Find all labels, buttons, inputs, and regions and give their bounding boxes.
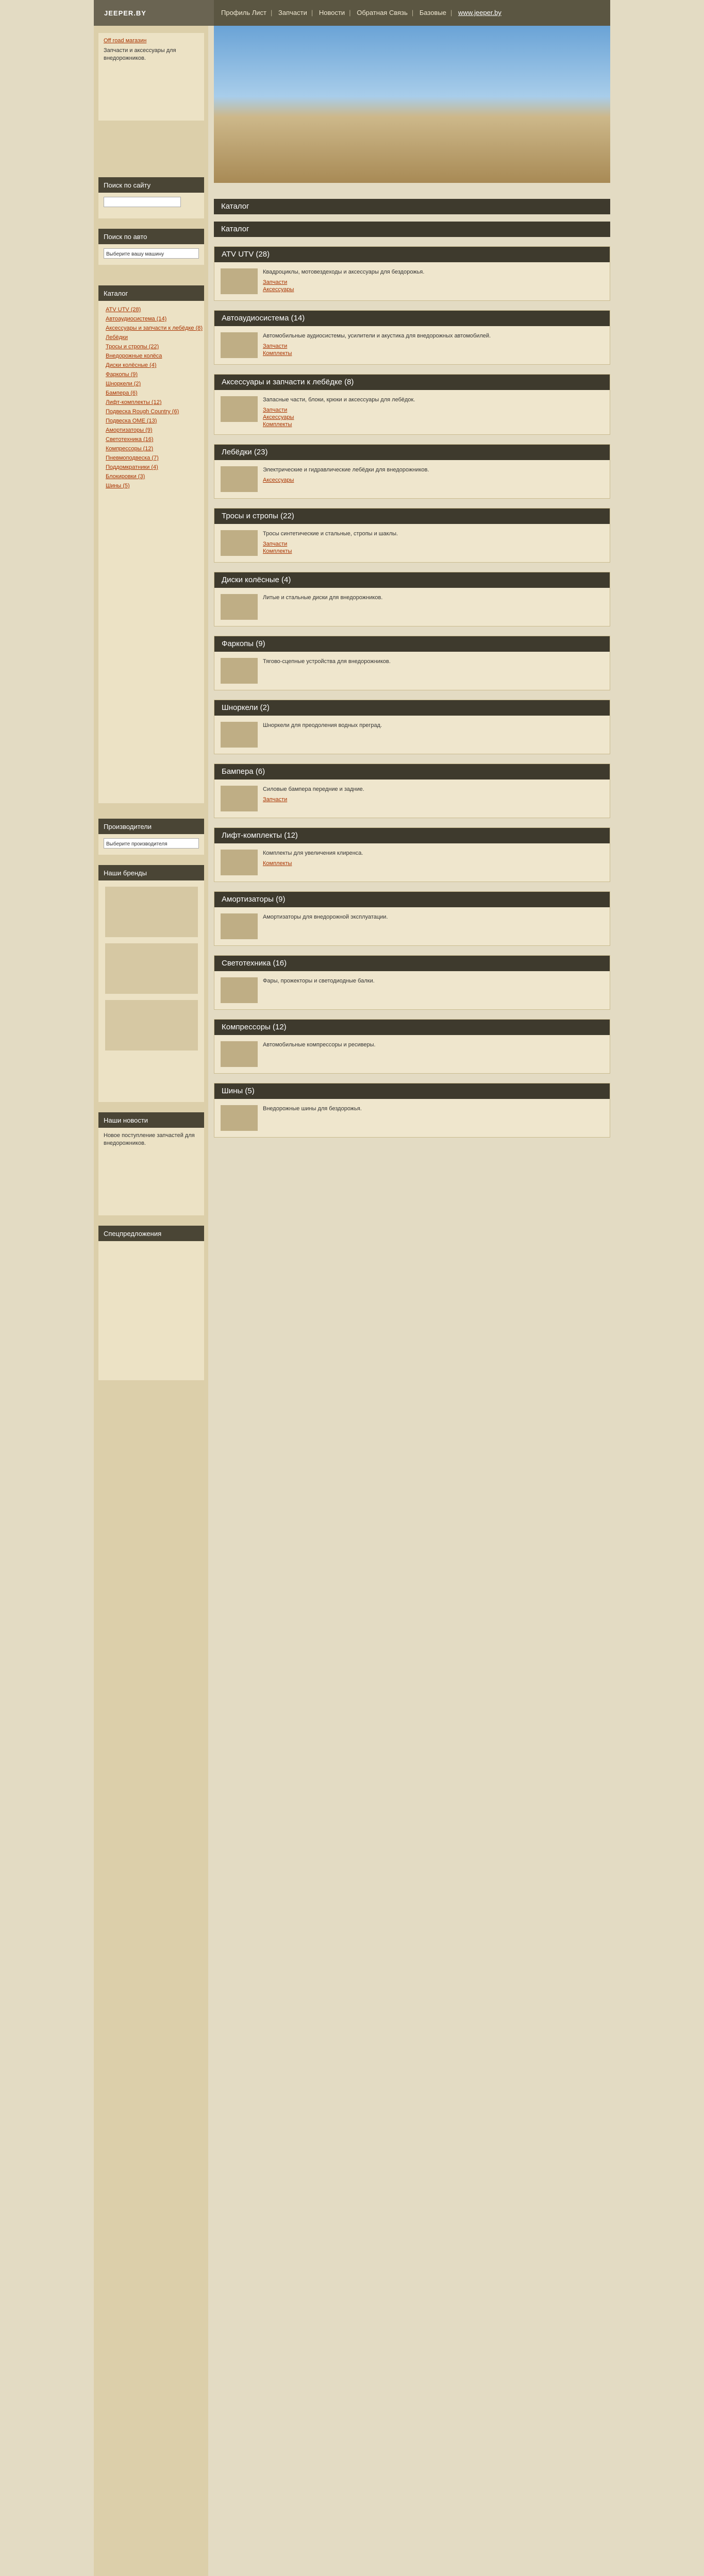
brand-select[interactable]: Выберите вашу машину <box>104 248 199 259</box>
news-box <box>98 1112 204 1215</box>
catalog-link[interactable]: Компрессоры (12) <box>106 446 154 452</box>
site-link[interactable]: www.jeeper.by <box>458 9 501 16</box>
catalog-section <box>214 955 610 1010</box>
catalog-section <box>214 444 610 499</box>
catalog-link[interactable]: Пневмоподвеска (7) <box>106 455 159 461</box>
sub-link[interactable]: Запчасти <box>263 343 288 349</box>
catalog-section <box>214 310 610 365</box>
section-text: Комплекты для увеличения клиренса. <box>263 850 363 856</box>
topnav-item[interactable]: Запчасти <box>278 9 307 16</box>
section-image[interactable] <box>221 396 258 422</box>
catalog-section <box>214 764 610 818</box>
catalog-link[interactable]: Подвеска ОМЕ (13) <box>106 418 157 424</box>
top-navigation <box>214 0 610 26</box>
topnav-item[interactable]: Базовые <box>419 9 447 16</box>
section-image[interactable] <box>221 722 258 748</box>
section-text: Амортизаторы для внедорожной эксплуатации. <box>263 914 388 920</box>
section-text: Автомобильные аудиосистемы, усилители и акустика для внедорожных автомобилей. <box>263 333 491 339</box>
catalog-section <box>214 572 610 626</box>
catalog-link[interactable]: Лебёдки <box>106 334 128 341</box>
section-title[interactable]: Аксессуары и запчасти к лебёдке (8) <box>214 375 610 390</box>
section-image[interactable] <box>221 1041 258 1067</box>
catalog-section <box>214 891 610 946</box>
catalog-link[interactable]: Блокировки (3) <box>106 473 145 480</box>
section-text: Автомобильные компрессоры и ресиверы. <box>263 1042 376 1048</box>
section-image[interactable] <box>221 466 258 492</box>
catalog-link[interactable]: Фаркопы (9) <box>106 371 138 378</box>
search-box <box>98 177 204 218</box>
section-image[interactable] <box>221 268 258 294</box>
sub-link[interactable]: Аксессуары <box>263 286 294 293</box>
news-heading: Наши новости <box>98 1112 204 1128</box>
catalog-section <box>214 1083 610 1138</box>
section-text: Квадроциклы, мотовездеходы и аксессуары для бездорожья. <box>263 269 425 275</box>
promo-box <box>98 33 204 121</box>
left-sidebar <box>94 26 208 2576</box>
sub-link[interactable]: Запчасти <box>263 407 288 413</box>
hero-banner <box>214 26 610 183</box>
section-title[interactable]: Компрессоры (12) <box>214 1020 610 1035</box>
catalog-section <box>214 246 610 301</box>
promo-text: Запчасти и аксессуары для внедорожников. <box>104 47 176 61</box>
topnav-item[interactable]: Профиль Лист <box>221 9 266 16</box>
main-content <box>214 199 610 1138</box>
catalog-section <box>214 508 610 563</box>
section-image[interactable] <box>221 1105 258 1131</box>
section-text: Тягово-сцепные устройства для внедорожников. <box>263 658 391 665</box>
section-text: Запасные части, блоки, крюки и аксессуары для лебёдок. <box>263 397 415 403</box>
catalog-section <box>214 636 610 690</box>
section-title[interactable]: Лифт-комплекты (12) <box>214 828 610 843</box>
section-text: Внедорожные шины для бездорожья. <box>263 1106 362 1112</box>
producers-select[interactable]: Выберите производителя <box>104 838 199 849</box>
sub-link[interactable]: Комплекты <box>263 548 292 554</box>
promo-title[interactable]: Off road магазин <box>104 38 147 44</box>
search-input[interactable] <box>104 197 181 207</box>
catalog-link[interactable]: Шноркели (2) <box>106 381 141 387</box>
section-text: Электрические и гидравлические лебёдки для внедорожников. <box>263 467 429 473</box>
brands-heading: Наши бренды <box>98 865 204 880</box>
brand-filter <box>98 229 204 265</box>
catalog-link[interactable]: Поддомкратники (4) <box>106 464 158 470</box>
sub-link[interactable]: Запчасти <box>263 796 288 803</box>
catalog-link[interactable]: Бампера (6) <box>106 390 138 396</box>
catalog-link[interactable]: Амортизаторы (9) <box>106 427 153 433</box>
sub-link[interactable]: Запчасти <box>263 541 288 547</box>
section-image[interactable] <box>221 332 258 358</box>
sub-link[interactable]: Комплекты <box>263 860 292 867</box>
sub-link[interactable]: Комплекты <box>263 350 292 357</box>
catalog-section <box>214 374 610 435</box>
section-title[interactable]: Светотехника (16) <box>214 956 610 971</box>
section-title[interactable]: Диски колёсные (4) <box>214 572 610 588</box>
catalog-link[interactable]: Тросы и стропы (22) <box>106 344 159 350</box>
catalog-box <box>98 285 204 803</box>
producers-box <box>98 819 204 855</box>
sub-link[interactable]: Аксессуары <box>263 477 294 483</box>
section-image[interactable] <box>221 977 258 1003</box>
section-text: Литые и стальные диски для внедорожников. <box>263 595 383 601</box>
section-image[interactable] <box>221 913 258 939</box>
catalog-link[interactable]: Лифт-комплекты (12) <box>106 399 162 405</box>
section-title[interactable]: Амортизаторы (9) <box>214 892 610 907</box>
section-image[interactable] <box>221 658 258 684</box>
topnav-item[interactable]: Новости <box>319 9 345 16</box>
catalog-link[interactable]: ATV UTV (28) <box>106 307 141 313</box>
sub-link[interactable]: Аксессуары <box>263 414 294 420</box>
producers-heading: Производители <box>98 819 204 834</box>
section-image[interactable] <box>221 530 258 556</box>
separator: | <box>411 9 414 16</box>
catalog-link[interactable]: Диски колёсные (4) <box>106 362 157 368</box>
sub-link[interactable]: Запчасти <box>263 279 288 285</box>
separator: | <box>311 9 313 16</box>
section-title[interactable]: Шины (5) <box>214 1083 610 1099</box>
section-image[interactable] <box>221 594 258 620</box>
catalog-bar-secondary: Каталог <box>214 222 610 237</box>
brand-logo[interactable] <box>105 943 198 994</box>
site-logo[interactable]: JEEPER.BY <box>94 0 214 26</box>
extra-box <box>98 1226 204 1380</box>
separator: | <box>450 9 452 16</box>
section-title[interactable]: Тросы и стропы (22) <box>214 509 610 524</box>
section-text: Фары, прожекторы и светодиодные балки. <box>263 978 375 984</box>
catalog-link[interactable]: Светотехника (16) <box>106 436 154 443</box>
catalog-link[interactable]: Внедорожные колёса <box>106 353 162 359</box>
topnav-item[interactable]: Обратная Связь <box>357 9 408 16</box>
section-title[interactable]: Фаркопы (9) <box>214 636 610 652</box>
catalog-section <box>214 827 610 882</box>
section-title[interactable]: Автоаудиосистема (14) <box>214 311 610 326</box>
brand-logo[interactable] <box>105 887 198 937</box>
catalog-heading: Каталог <box>98 285 204 301</box>
separator: | <box>349 9 351 16</box>
section-text: Тросы синтетические и стальные, стропы и шаклы. <box>263 531 398 537</box>
brand-heading: Поиск по авто <box>98 229 204 244</box>
sub-link[interactable]: Комплекты <box>263 421 292 428</box>
separator: | <box>270 9 273 16</box>
news-text: Новое поступление запчастей для внедорожников. <box>104 1132 195 1146</box>
section-title[interactable]: Лебёдки (23) <box>214 445 610 460</box>
search-heading: Поиск по сайту <box>98 177 204 193</box>
section-title[interactable]: Бампера (6) <box>214 764 610 779</box>
section-text: Силовые бампера передние и задние. <box>263 786 364 792</box>
catalog-link[interactable]: Автоаудиосистема (14) <box>106 316 167 322</box>
catalog-link[interactable]: Подвеска Rough Country (6) <box>106 409 179 415</box>
section-image[interactable] <box>221 850 258 875</box>
catalog-link[interactable]: Шины (5) <box>106 483 130 489</box>
brands-box <box>98 865 204 1102</box>
section-title[interactable]: ATV UTV (28) <box>214 247 610 262</box>
catalog-section <box>214 700 610 754</box>
section-image[interactable] <box>221 786 258 811</box>
catalog-section <box>214 1019 610 1074</box>
catalog-link[interactable]: Аксессуары и запчасти к лебёдке (8) <box>106 325 203 331</box>
section-title[interactable]: Шноркели (2) <box>214 700 610 716</box>
section-text: Шноркели для преодоления водных преград. <box>263 722 382 728</box>
brand-logo[interactable] <box>105 1000 198 1050</box>
catalog-list <box>98 301 204 495</box>
catalog-bar: Каталог <box>214 199 610 214</box>
header <box>94 0 610 26</box>
extra-heading: Спецпредложения <box>98 1226 204 1241</box>
